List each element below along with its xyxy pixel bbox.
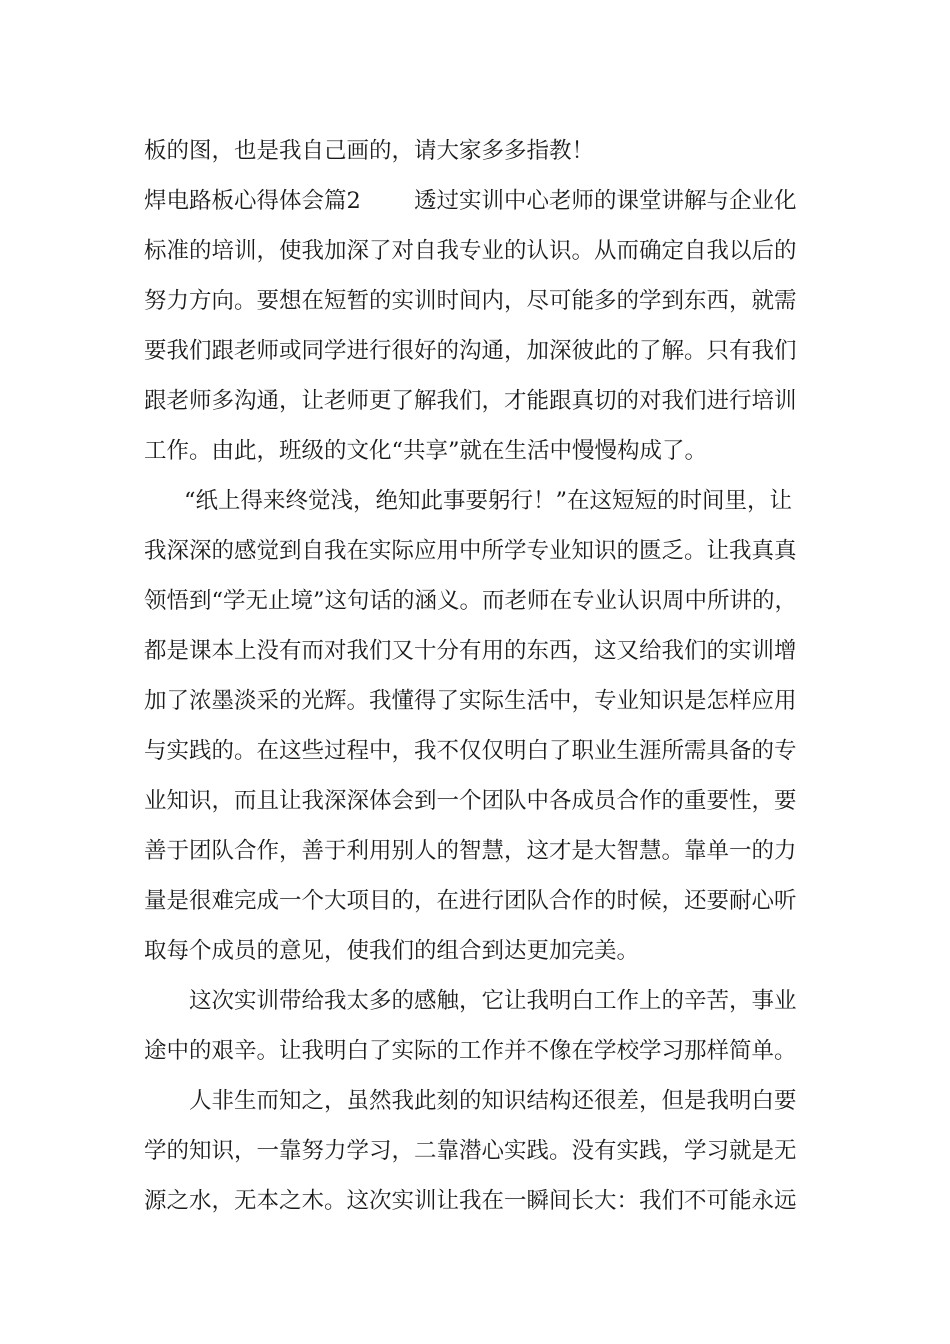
text-line	[0, 1181, 950, 1221]
line-text: 都是课本上没有而对我们又十分有用的东西，这又给我们的实训增	[144, 638, 797, 664]
line-text: 这次实训带给我太多的感触，它让我明白工作上的辛苦，事业	[189, 988, 797, 1014]
text-line	[0, 131, 950, 171]
text-line	[0, 681, 950, 721]
line-text: 业知识，而且让我深深体会到一个团队中各成员合作的重要性，要	[144, 788, 797, 814]
section-heading: 焊电路板心得体会篇2	[144, 188, 361, 214]
text-line	[0, 481, 950, 521]
text-line	[0, 831, 950, 871]
text-line	[0, 431, 950, 471]
text-line	[0, 731, 950, 771]
text-line	[0, 1131, 950, 1171]
line-text: 努力方向。要想在短暂的实训时间内，尽可能多的学到东西，就需	[144, 288, 797, 314]
text-line	[0, 981, 950, 1021]
line-text: 要我们跟老师或同学进行很好的沟通，加深彼此的了解。只有我们	[144, 338, 797, 364]
text-line	[0, 381, 950, 421]
line-text: 加了浓墨淡采的光辉。我懂得了实际生活中，专业知识是怎样应用	[144, 688, 797, 714]
line-text: 量是很难完成一个大项目的，在进行团队合作的时候，还要耐心听	[144, 888, 797, 914]
text-line	[0, 531, 950, 571]
line-text: 与实践的。在这些过程中，我不仅仅明白了职业生涯所需具备的专	[144, 738, 797, 764]
text-line	[0, 1031, 950, 1071]
text-line	[0, 231, 950, 271]
text-line	[0, 881, 950, 921]
line-text: 善于团队合作，善于利用别人的智慧，这才是大智慧。靠单一的力	[144, 838, 797, 864]
line-text: 领悟到“学无止境”这句话的涵义。而老师在专业认识周中所讲的，	[144, 588, 798, 614]
text-line	[0, 581, 950, 621]
line-text: 人非生而知之，虽然我此刻的知识结构还很差，但是我明白要	[189, 1088, 797, 1114]
text-line	[0, 631, 950, 671]
line-text: 学的知识，一靠努力学习，二靠潜心实践。没有实践，学习就是无	[144, 1138, 797, 1164]
line-text: 板的图，也是我自己画的，请大家多多指教！	[144, 138, 595, 164]
line-text: 取每个成员的意见，使我们的组合到达更加完美。	[144, 938, 640, 964]
text-line	[0, 181, 950, 221]
line-text: 我深深的感觉到自我在实际应用中所学专业知识的匮乏。让我真真	[144, 538, 797, 564]
line-text: 标准的培训，使我加深了对自我专业的认识。从而确定自我以后的	[144, 238, 797, 264]
text-line	[0, 331, 950, 371]
line-text: 透过实训中心老师的课堂讲解与企业化	[414, 188, 797, 214]
text-line	[0, 781, 950, 821]
line-text: 源之水，无本之木。这次实训让我在一瞬间长大：我们不可能永远	[144, 1188, 797, 1214]
text-line	[0, 931, 950, 971]
line-text: 工作。由此，班级的文化“共享”就在生活中慢慢构成了。	[144, 438, 708, 464]
line-text: 跟老师多沟通，让老师更了解我们，才能跟真切的对我们进行培训	[144, 388, 797, 414]
line-text: “纸上得来终觉浅，绝知此事要躬行！”在这短短的时间里，让	[184, 488, 793, 514]
text-line	[0, 281, 950, 321]
text-line	[0, 1081, 950, 1121]
line-text: 途中的艰辛。让我明白了实际的工作并不像在学校学习那样简单。	[144, 1038, 797, 1064]
